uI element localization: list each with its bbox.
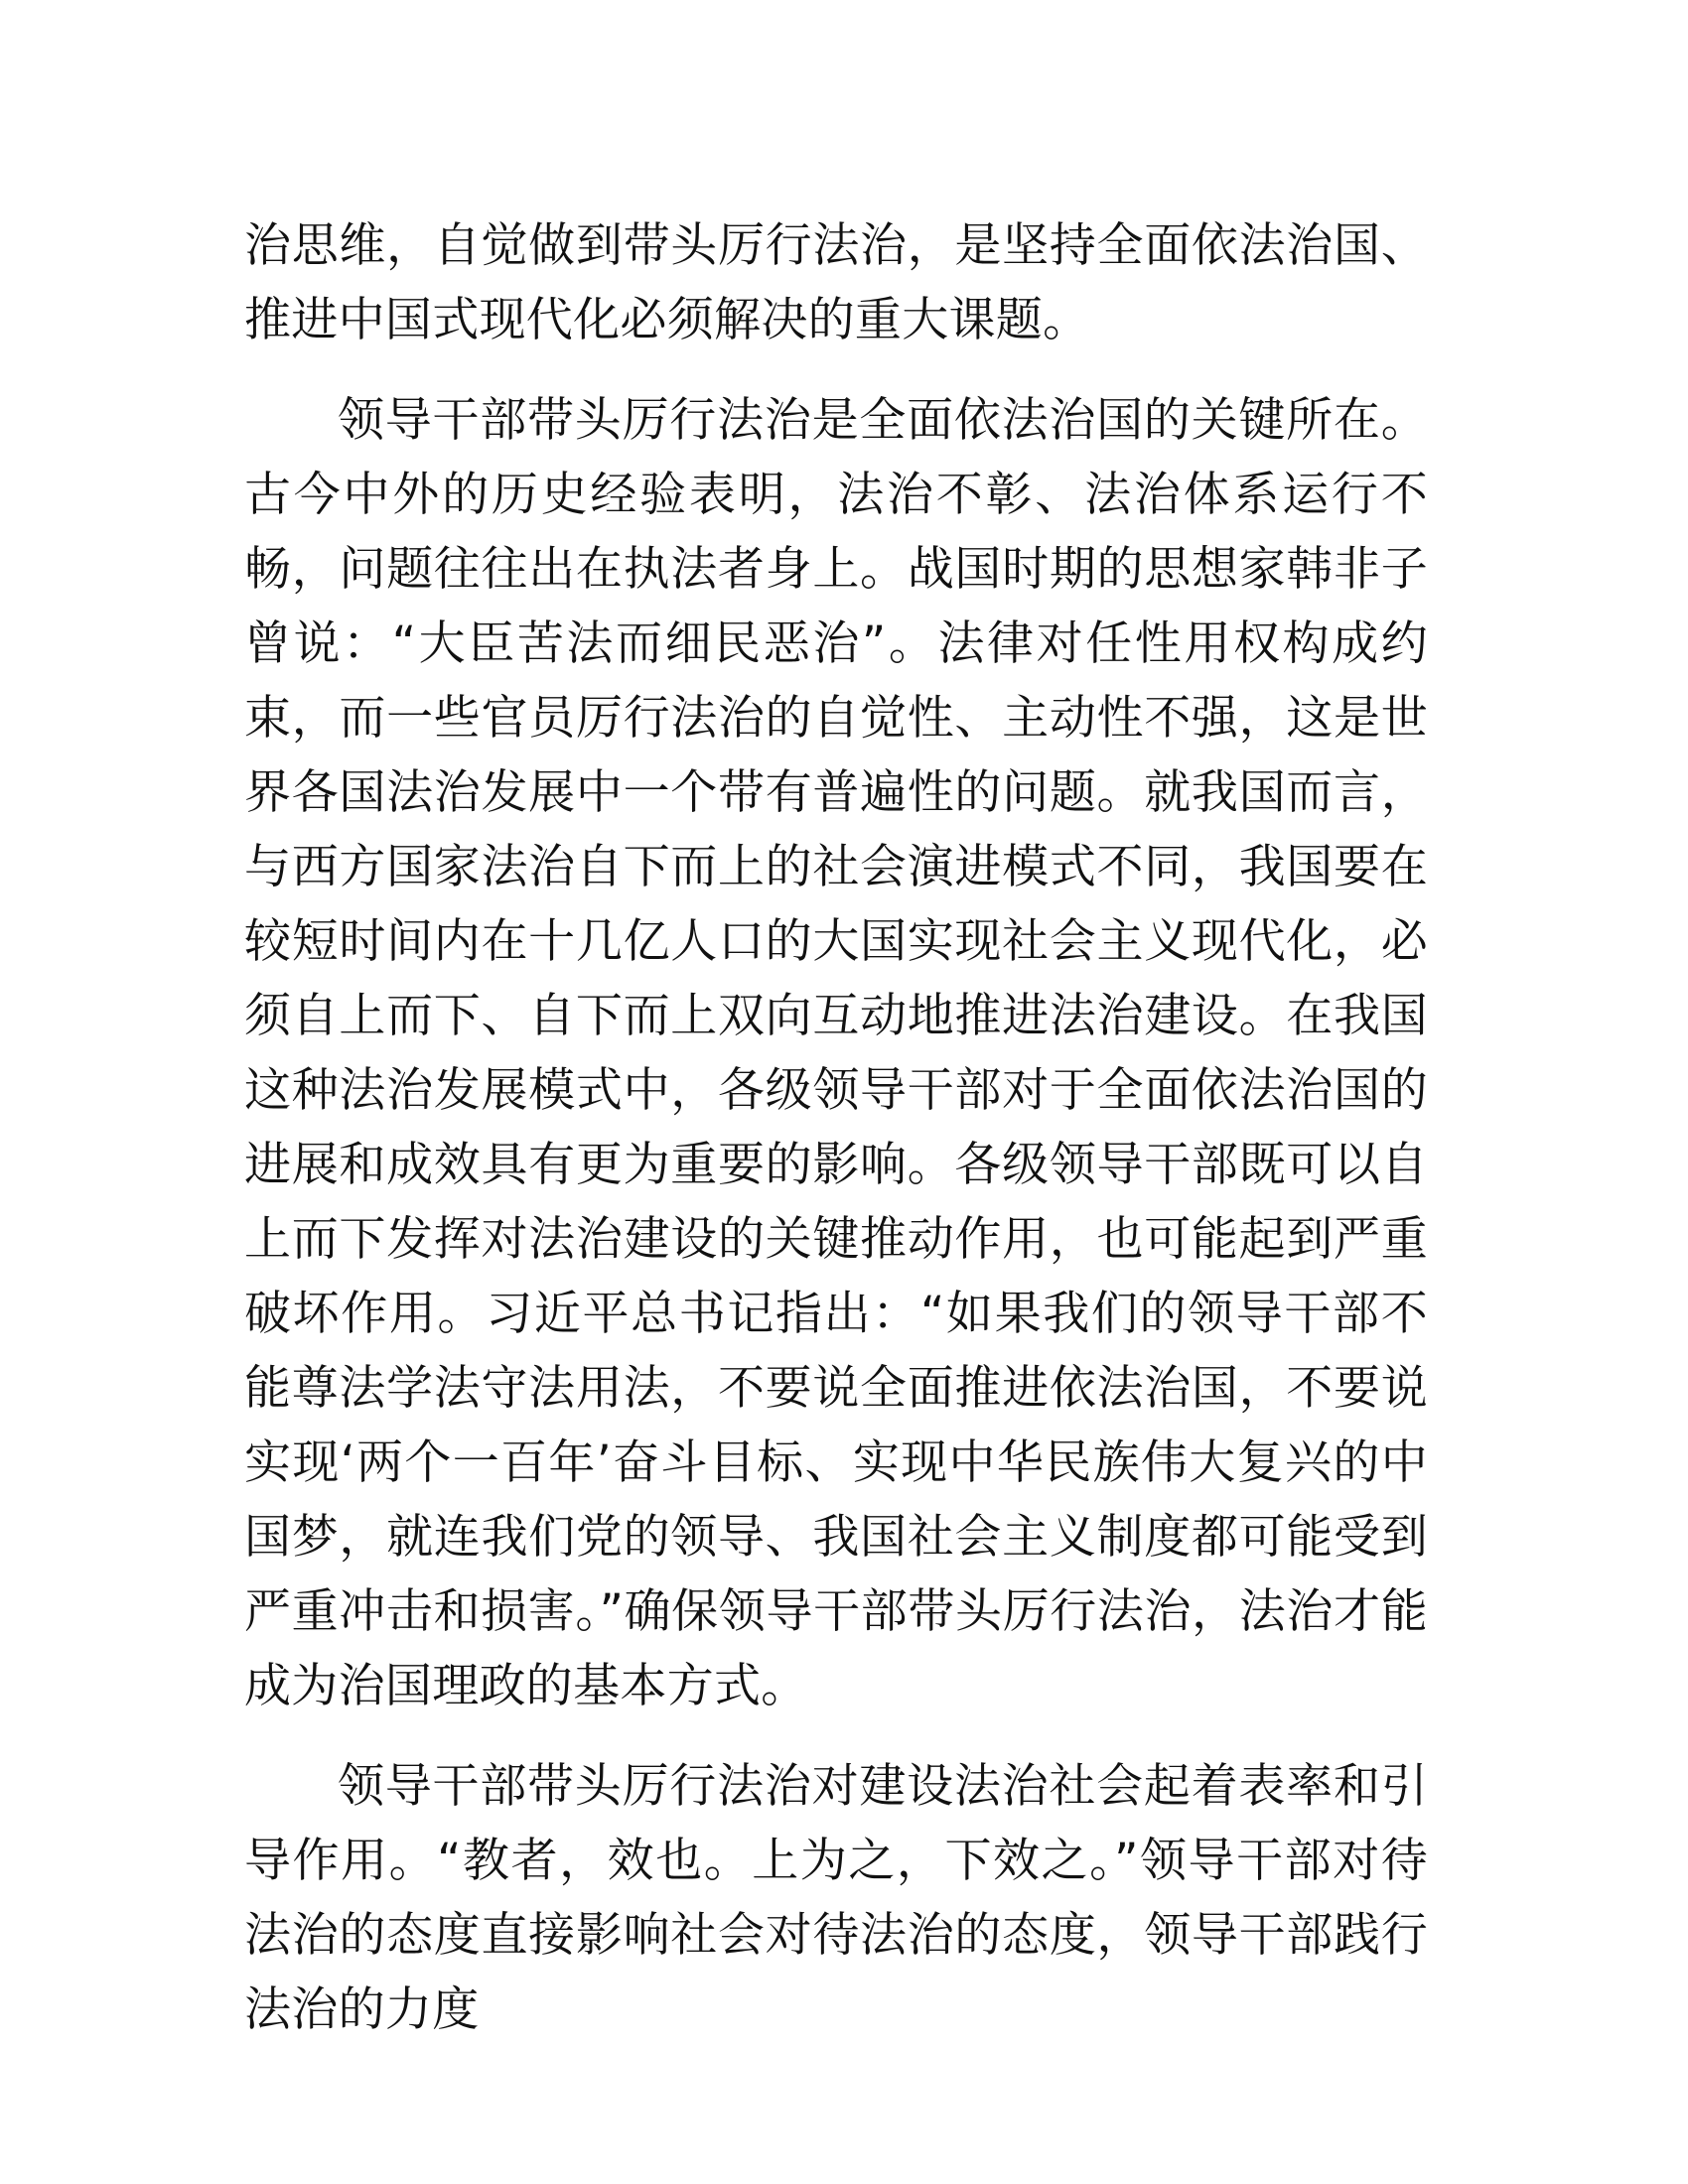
body-text — [244, 208, 1428, 2047]
paragraph-key-role: 领导干部带头厉行法治是全面依法治国的关键所在。古今中外的历史经验表明，法治不彰、法治体系运行不畅，问题往往出在执法者身上。战国时期的思想家韩非子曾说：“大臣苦法而细民恶治”。法律对任性用权构成约束，而一些官员厉行法治的自觉性、主动性不强，这是世界各国法治发展中一个带有普遍性的问题。就我国而言，与西方国家法治自下而上的社会演进模式不同，我国要在较短时间内在十几亿人口的大国实现社会主义现代化，必须自上而下、自下而上双向互动地推进法治建设。在我国这种法治发展模式中，各级领导干部对于全面依法治国的进展和成效具有更为重要的影响。各级领导干部既可以自上而下发挥对法治建设的关键推动作用，也可能起到严重破坏作用。习近平总书记指出：“如果我们的领导干部不能尊法学法守法用法，不要说全面推进依法治国，不要说实现‘两个一百年’奋斗目标、实现中华民族伟大复兴的中国梦，就连我们党的领导、我国社会主义制度都可能受到严重冲击和损害。”确保领导干部带头厉行法治，法治才能成为治国理政的基本方式。 — [244, 393, 1428, 1713]
paragraph-gap — [244, 1723, 1428, 1749]
paragraph-gap — [244, 357, 1428, 383]
paragraph-exemplary-role: 领导干部带头厉行法治对建设法治社会起着表率和引导作用。“教者，效也。上为之，下效之。”领导干部对待法治的态度直接影响社会对待法治的态度，领导干部践行法治的力度 — [244, 1759, 1428, 2037]
paragraph-continuation: 治思维，自觉做到带头厉行法治，是坚持全面依法治国、推进中国式现代化必须解决的重大课题。 — [244, 218, 1428, 347]
